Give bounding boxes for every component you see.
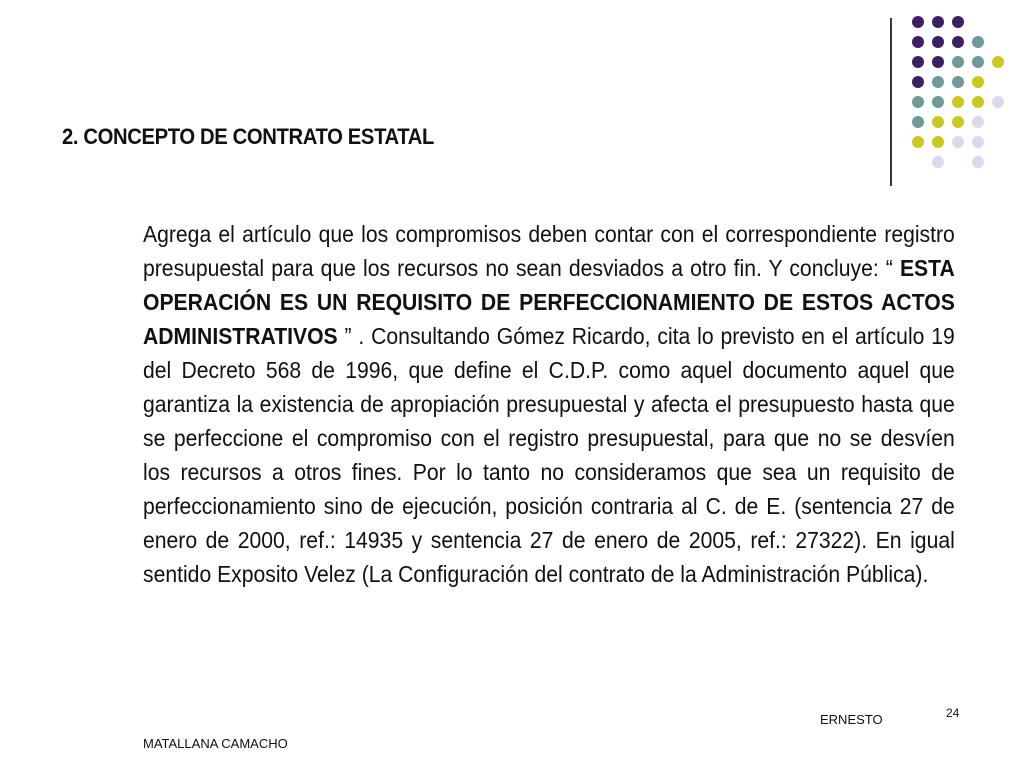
dot-purple — [932, 36, 944, 48]
dot-purple — [912, 36, 924, 48]
dot-teal — [932, 96, 944, 108]
dot-purple — [952, 16, 964, 28]
body-text-part2: . Consultando Gómez Ricardo, cita lo previsto en el artículo 19 del Decreto 568 de 1996, que define el C.D.P. como aquel documento aquel que garantiza la existencia de apropiación presupuestal y afecta el presupuesto hasta que se perfeccione el compromiso con el registro presupuestal, para que no se desvíen los recursos a otros fines. Por lo tanto no consideramos que sea un requisito de perfeccionamiento sino de ejecución, posición contraria al C. de E. (sentencia 27 de enero de 2000, ref.: 14935 y sentencia 27 de enero de 2005, ref.: 27322). En igual sentido Exposito Velez (La Configuración del contrato de la Administración Pública). — [143, 323, 955, 587]
dot-teal — [952, 56, 964, 68]
footer-author-last: MATALLANA CAMACHO — [143, 736, 288, 751]
dot-teal — [972, 36, 984, 48]
dot-teal — [952, 76, 964, 88]
body-paragraph — [143, 217, 955, 591]
dot-lavender — [952, 136, 964, 148]
dot-purple — [932, 56, 944, 68]
decorative-dot-grid — [0, 0, 1024, 200]
dot-teal — [972, 56, 984, 68]
dot-yellow — [952, 116, 964, 128]
dot-yellow — [972, 76, 984, 88]
dot-purple — [932, 16, 944, 28]
dot-yellow — [932, 136, 944, 148]
close-quote: ” — [344, 323, 352, 349]
dot-yellow — [952, 96, 964, 108]
dot-lavender — [992, 96, 1004, 108]
dot-lavender — [972, 116, 984, 128]
open-quote: “ — [885, 255, 893, 281]
dot-yellow — [912, 136, 924, 148]
dot-purple — [912, 76, 924, 88]
body-emphasis: ESTA OPERACIÓN ES UN REQUISITO DE PERFECCIONAMIENTO DE ESTOS ACTOS ADMINISTRATIVOS — [143, 255, 955, 349]
page-number: 24 — [946, 706, 960, 720]
dot-lavender — [932, 156, 944, 168]
dot-purple — [952, 36, 964, 48]
footer-author-first: ERNESTO — [820, 712, 883, 727]
dot-lavender — [972, 156, 984, 168]
dot-purple — [912, 16, 924, 28]
dot-yellow — [992, 56, 1004, 68]
dot-teal — [912, 96, 924, 108]
dot-purple — [912, 56, 924, 68]
dot-yellow — [932, 116, 944, 128]
dot-yellow — [972, 96, 984, 108]
dot-teal — [932, 76, 944, 88]
dot-lavender — [972, 136, 984, 148]
body-text-part1: Agrega el artículo que los compromisos deben contar con el correspondiente registro presupuestal para que los recursos no sean desviados a otro fin. Y concluye: — [143, 221, 955, 281]
dot-teal — [912, 116, 924, 128]
slide-title: 2. CONCEPTO DE CONTRATO ESTATAL — [62, 124, 435, 149]
vertical-divider-line — [890, 18, 892, 186]
